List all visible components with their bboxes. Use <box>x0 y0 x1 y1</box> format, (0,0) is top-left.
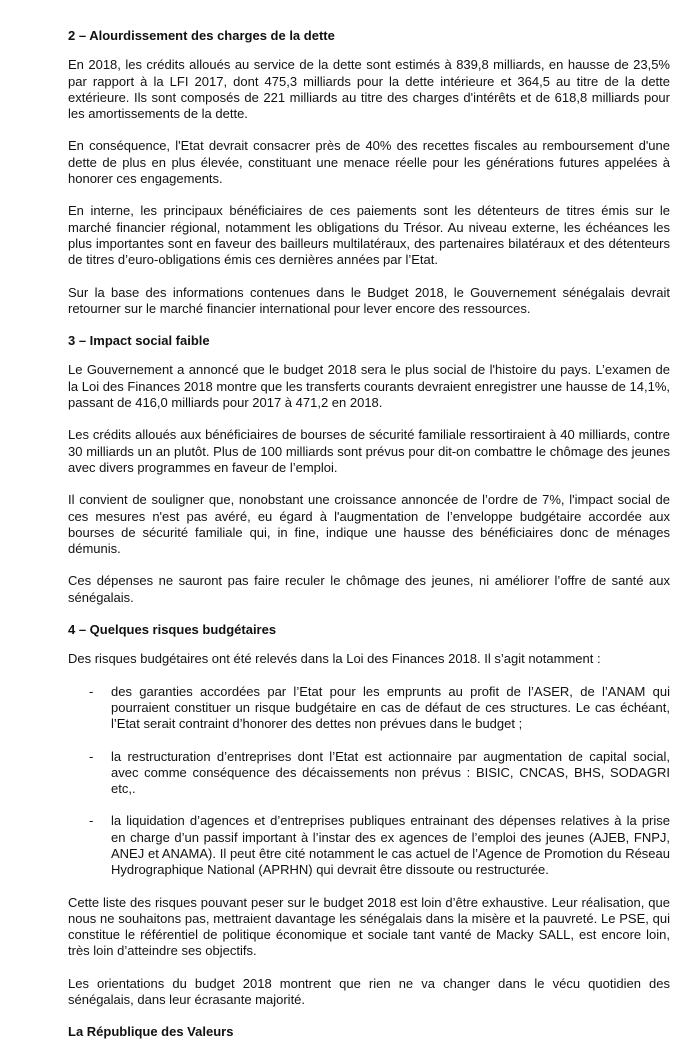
bullet-marker: - <box>89 683 94 699</box>
paragraph: Des risques budgétaires ont été relevés dans la Loi des Finances 2018. Il s’agit notamment : <box>68 651 601 667</box>
paragraph: En conséquence, l'Etat devrait consacrer près de 40% des recettes fiscales au remboursement d'une dette de plus en plus élevée, constituant une menace réelle pour les générations futures appelées à honorer ces engagements. <box>68 138 670 187</box>
list-item <box>68 749 670 798</box>
paragraph: Il convient de souligner que, nonobstant une croissance annoncée de l’ordre de 7%, l'impact social de ces mesures n'est pas avéré, eu égard à l'augmentation de l’enveloppe budgétaire accordée aux bourses de sécurité familiale qui, in fine, indique une hausse des bénéficiaires donc de ménages démunis. <box>68 492 670 557</box>
paragraph: Les crédits alloués aux bénéficiaires de bourses de sécurité familiale ressortiraient à 40 milliards, contre 30 milliards un an plutôt. Plus de 100 milliards sont prévus pour dit-on combattre le chômage des jeunes avec divers programmes en faveur de l’emploi. <box>68 427 670 475</box>
paragraph: Sur la base des informations contenues dans le Budget 2018, le Gouvernement sénégalais devrait retourner sur le marché financier international pour lever encore des ressources. <box>68 284 670 316</box>
paragraph: En 2018, les crédits alloués au service de la dette sont estimés à 839,8 milliards, en hausse de 23,5% par rapport à la LFI 2017, dont 475,3 milliards pour la dette intérieure et 364,5 au titre de la dette extérieure. Ils sont composés de 221 milliards au titre des charges d'intérêts et de 618,8 milliards pour les amortissements de la dette. <box>68 57 670 122</box>
paragraph: Ces dépenses ne sauront pas faire reculer le chômage des jeunes, ni améliorer l’offre de santé aux sénégalais. <box>68 573 670 605</box>
section-social-impact <box>68 333 670 606</box>
section-debt-charges <box>68 28 670 317</box>
list-item-text: la liquidation d’agences et d’entreprises publiques entrainant des dépenses relatives à la prise en charge d’un passif important à l’instar des ex agences de l’emploi des jeunes (AJEB, FNPJ, ANEJ et ANAMA). Il peut être cité notamment le cas actuel de l’Agence de Promotion du Réseau Hydrographique National (APRHN) qui devrait être dissoute ou restructurée. <box>111 813 670 878</box>
list-item-text: des garanties accordées par l’Etat pour les emprunts au profit de l’ASER, de l’ANAM qui pourraient constituer un risque budgétaire en cas de défaut de ces structures. Le cas échéant, l’Etat serait contraint d’honorer des dettes non prévues dans le budget ; <box>111 683 670 732</box>
section-heading: 3 – Impact social faible <box>68 333 210 349</box>
paragraph: En interne, les principaux bénéficiaires de ces paiements sont les détenteurs de titres émis sur le marché financier régional, notamment les obligations du Trésor. Au niveau externe, les échéances les plus importantes sont en faveur des bailleurs multilatéraux, des partenaires bilatéraux et des détenteurs de titres d’euro-obligations émis ces dernières années par l’Etat. <box>68 203 670 268</box>
paragraph: Cette liste des risques pouvant peser sur le budget 2018 est loin d’être exhaustive. Leur réalisation, que nous ne souhaitons pas, mettraient davantage les sénégalais dans la misère et la pauvreté. Le PSE, qui constitue le référentiel de politique économique et sociale tant vanté de Macky SALL, est encore loin, très loin d’atteindre ses objectifs. <box>68 894 670 959</box>
list-item <box>68 684 670 733</box>
bullet-marker: - <box>89 813 94 829</box>
bullet-marker: - <box>89 748 94 764</box>
risk-list <box>68 684 670 879</box>
paragraph: Les orientations du budget 2018 montrent que rien ne va changer dans le vécu quotidien des sénégalais, dans leur écrasante majorité. <box>68 975 670 1008</box>
section-heading: 2 – Alourdissement des charges de la dette <box>68 28 335 43</box>
list-item <box>68 813 670 878</box>
section-heading: 4 – Quelques risques budgétaires <box>68 622 277 638</box>
paragraph: Le Gouvernement a annoncé que le budget 2018 sera le plus social de l'histoire du pays. L’examen de la Loi des Finances 2018 montre que les transferts courants devraient enregistrer une hausse de 14,1%, passant de 416,0 milliards pour 2017 à 471,2 en 2018. <box>68 362 670 411</box>
signature: La République des Valeurs <box>68 1024 234 1040</box>
section-budget-risks <box>68 622 670 1008</box>
list-item-text: la restructuration d’entreprises dont l’Etat est actionnaire par augmentation de capital social, avec comme conséquence des décaissements non prévus : BISIC, CNCAS, BHS, SODAGRI etc,. <box>111 748 670 797</box>
